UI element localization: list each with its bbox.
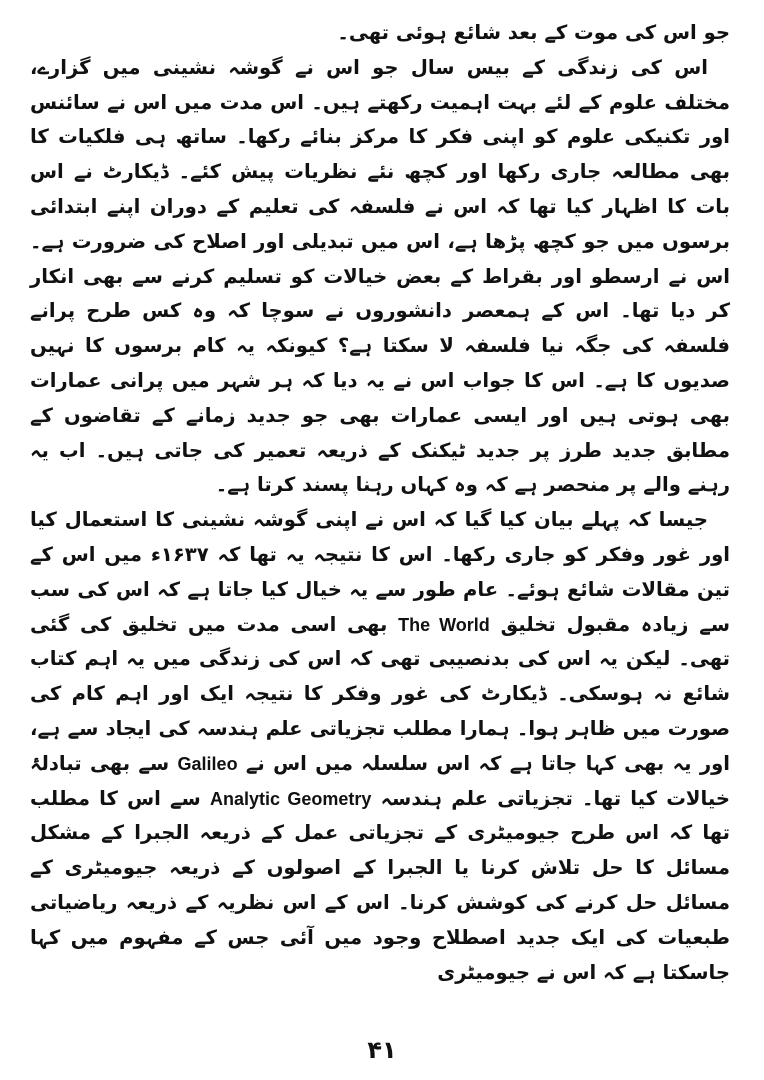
paragraph <box>30 16 730 51</box>
paragraph-text: اس کی زندگی کے بیس سال جو اس نے گوشہ نشینی میں گزارے، مختلف علوم کے لئے بہت اہمیت رکھتے ہیں۔ اس مدت میں اس نے سائنس اور تکنیکی علوم کو اپنی فکر کا مرکز بنائے رکھا۔ ساتھ ہی فلکیات کا بھی مطالعہ جاری رکھا اور کچھ نئے نظریات پیش کئے۔ ڈیکارٹ نے اس بات کا اظہار کیا تھا کہ اس نے فلسفہ کی تعلیم کے دوران اپنے ابتدائی برسوں میں جو کچھ پڑھا ہے، اس میں تبدیلی اور اصلاح کی ضرورت ہے۔ اس نے ارسطو اور بقراط کے بعض خیالات کو تسلیم کرنے سے بھی انکار کر دیا تھا۔ اس کے ہمعصر دانشوروں نے سوچا کہ وہ کس طرح پرانے فلسفہ کی جگہ نیا فلسفہ لا سکتا ہے؟ کیونکہ یہ کام برسوں کا نہیں صدیوں کا ہے۔ اس کا جواب اس نے یہ دیا کہ ہر شہر میں پرانی عمارات بھی ہوتی ہیں اور ایسی عمارات بھی جو جدید زمانے کے تقاضوں کے مطابق جدید طرز پر جدید ٹیکنک کے ذریعہ تعمیر کی جاتی ہیں۔ اب یہ رہنے والے پر منحصر ہے کہ وہ کہاں رہنا پسند کرتا ہے۔ <box>30 55 730 497</box>
page-number: ۴۱ <box>367 1036 397 1064</box>
paragraph-text: سے بھی تبادلۂ خیالات کیا تھا۔ تجزیاتی علم ہندسہ <box>30 751 731 810</box>
paragraph-text: بھی اسی مدت میں تخلیق کی گئی تھی۔ لیکن یہ اس کی بدنصیبی تھی کہ اس کی زندگی میں یہ اہم کتاب شائع نہ ہوسکی۔ ڈیکارٹ کی غور وفکر کا نتیجہ ایک اور اہم کام کی صورت میں ظاہر ہوا۔ ہمارا مطلب تجزیاتی علم ہندسہ کی ایجاد سے ہے، اور یہ بھی کہا جاتا ہے کہ اس سلسلہ میں اس نے <box>30 612 731 775</box>
body-text <box>30 16 730 990</box>
paragraph-text: جو اس کی موت کے بعد شائع ہوئی تھی۔ <box>337 21 730 44</box>
paragraph-text: سے اس کا مطلب تھا کہ اس طرح جیومیٹری کے تجزیاتی عمل کے ذریعہ الجبرا کے مشکل مسائل کا حل تلاش کرنا یا الجبرا کے اصولوں کے ذریعہ جیومیٹری کے مسائل حل کرنے کی کوشش کرنا۔ اس کے اس نظریہ کے ذریعہ ریاضیاتی طبعیات کی ایک جدید اصطلاح وجود میں آئی جس کے مفہوم میں کہا جاسکتا ہے کہ اس نے جیومیٹری <box>30 786 730 984</box>
english-term: The World <box>398 614 490 635</box>
english-term: Galileo <box>177 753 238 774</box>
paragraph <box>30 51 730 503</box>
paragraph-text: جیسا کہ پہلے بیان کیا گیا کہ اس نے اپنی گوشہ نشینی کا استعمال کیا اور غور وفکر کو جاری رکھا۔ اس کا نتیجہ یہ تھا کہ ۱۶۳۷ء میں اس کے تین مقالات شائع ہوئے۔ عام طور سے یہ خیال کیا جاتا ہے کہ اس کی سب سے زیادہ مقبول تخلیق <box>30 508 730 636</box>
paragraph <box>30 503 730 990</box>
english-term: Analytic Geometry <box>209 788 372 809</box>
